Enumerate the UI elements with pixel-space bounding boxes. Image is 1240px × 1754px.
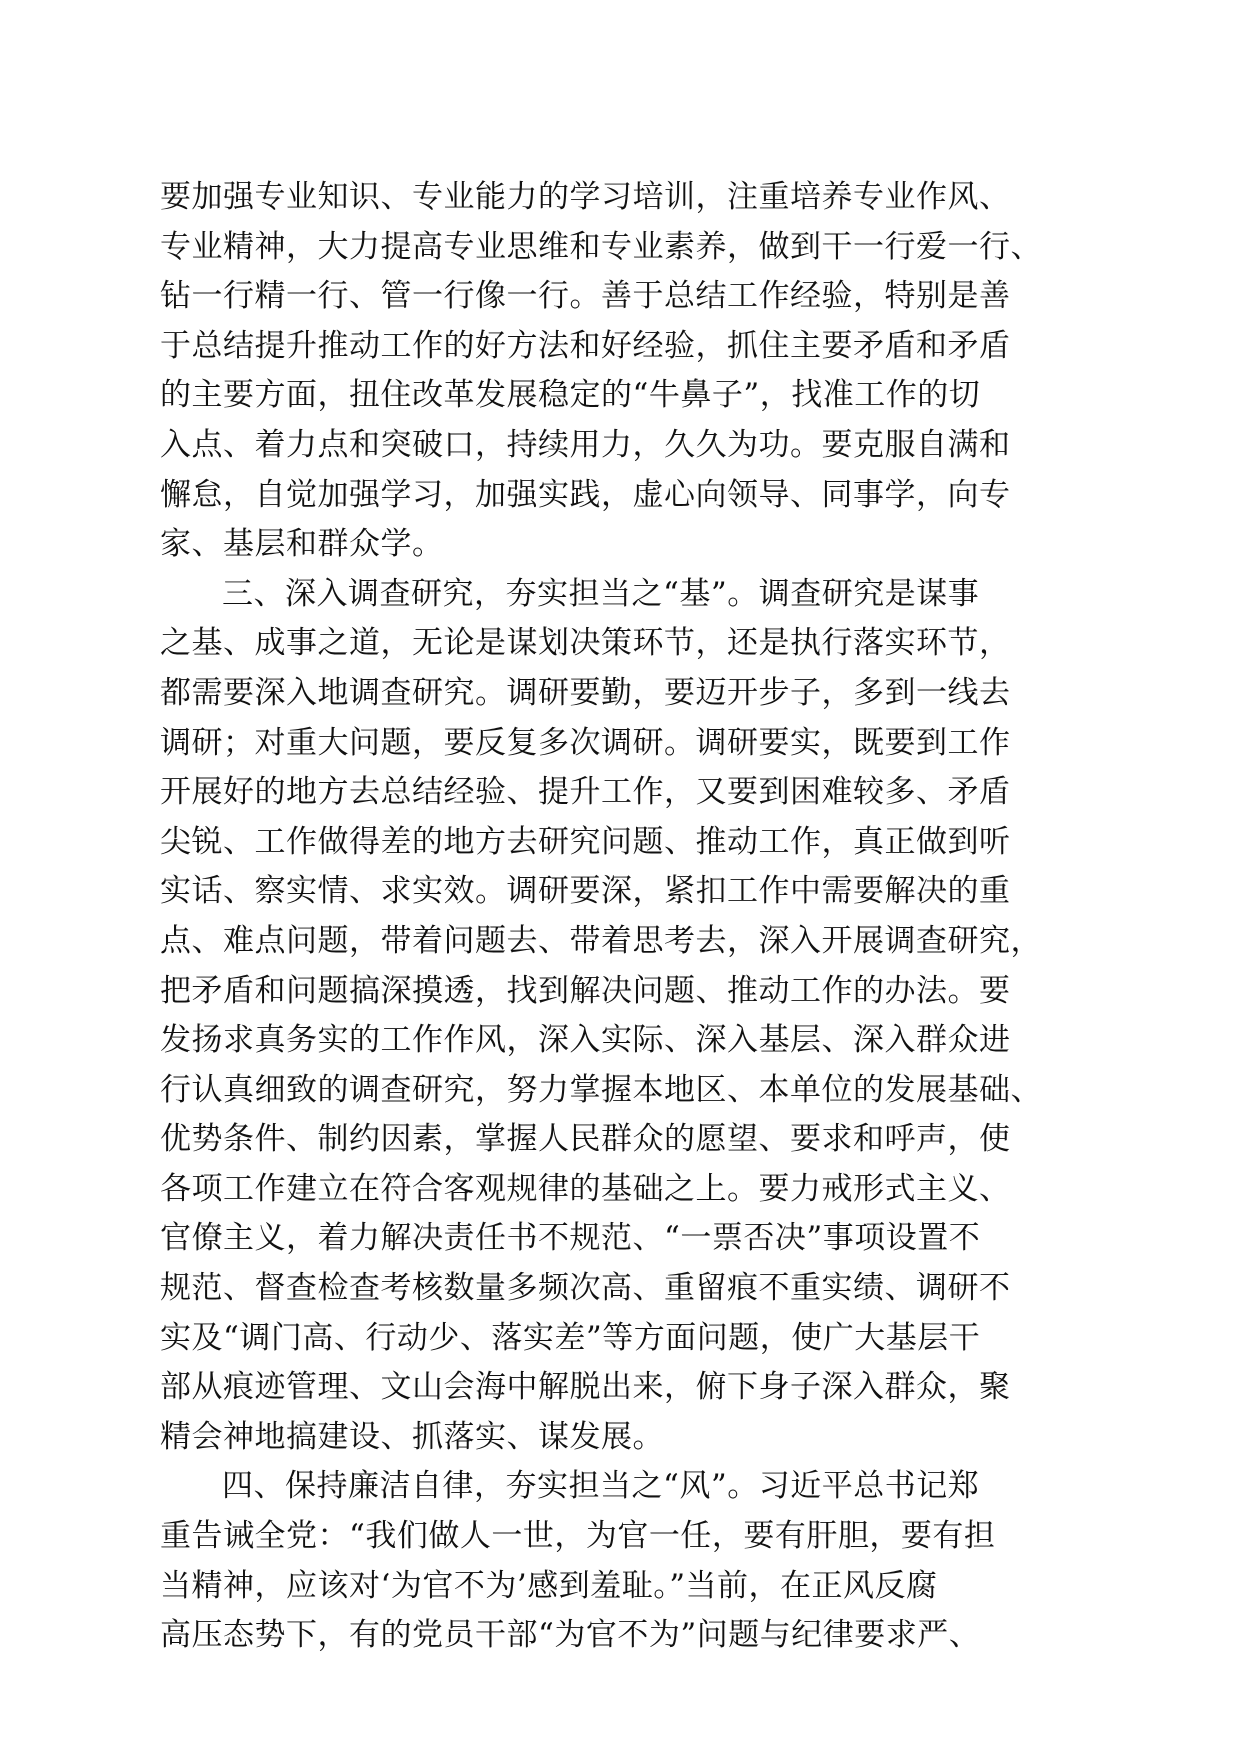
- text-line: 当精神，应该对‘为官不为’感到羞耻。”当前，在正风反腐: [160, 1567, 938, 1604]
- text-line: 钻一行精一行、管一行像一行。善于总结工作经验，特别是善: [160, 278, 1011, 315]
- text-line: 优势条件、制约因素，掌握人民群众的愿望、要求和呼声，使: [160, 1121, 1011, 1158]
- text-line: 入点、着力点和突破口，持续用力，久久为功。要克服自满和: [160, 426, 1011, 463]
- text-line: 专业精神，大力提高专业思维和专业素养，做到干一行爱一行、: [160, 228, 1042, 265]
- text-line: 规范、督查检查考核数量多频次高、重留痕不重实绩、调研不: [160, 1270, 1011, 1307]
- text-line: 实及“调门高、行动少、落实差”等方面问题，使广大基层干: [160, 1319, 981, 1356]
- text-line: 都需要深入地调查研究。调研要勤，要迈开步子，多到一线去: [160, 674, 1011, 711]
- text-line: 于总结提升推动工作的好方法和好经验，抓住主要矛盾和矛盾: [160, 327, 1011, 364]
- text-line: 精会神地搞建设、抓落实、谋发展。: [160, 1418, 664, 1455]
- text-line: 家、基层和群众学。: [160, 526, 444, 563]
- text-line: 的主要方面，扭住改革发展稳定的“牛鼻子”，找准工作的切: [160, 377, 981, 414]
- section-heading-line: 三、深入调查研究，夯实担当之“基”。调查研究是谋事: [222, 575, 980, 612]
- text-line: 懈怠，自觉加强学习，加强实践，虚心向领导、同事学，向专: [160, 476, 1011, 513]
- text-line: 点、难点问题，带着问题去、带着思考去，深入开展调查研究，: [160, 922, 1042, 959]
- text-line: 开展好的地方去总结经验、提升工作，又要到困难较多、矛盾: [160, 774, 1011, 811]
- text-line: 各项工作建立在符合客观规律的基础之上。要力戒形式主义、: [160, 1170, 1011, 1207]
- text-line: 要加强专业知识、专业能力的学习培训，注重培养专业作风、: [160, 179, 1011, 215]
- text-line: 高压态势下，有的党员干部“为官不为”问题与纪律要求严、: [160, 1617, 981, 1654]
- text-line: 部从痕迹管理、文山会海中解脱出来，俯下身子深入群众，聚: [160, 1369, 1011, 1406]
- section-heading-line: 四、保持廉洁自律，夯实担当之“风”。习近平总书记郑: [222, 1468, 980, 1505]
- text-line: 重告诫全党：“我们做人一世，为官一任，要有肝胆，要有担: [160, 1518, 996, 1555]
- text-line: 官僚主义，着力解决责任书不规范、“一票否决”事项设置不: [160, 1220, 981, 1257]
- text-line: 行认真细致的调查研究，努力掌握本地区、本单位的发展基础、: [160, 1071, 1042, 1108]
- text-line: 尖锐、工作做得差的地方去研究问题、推动工作，真正做到听: [160, 823, 1011, 860]
- text-line: 实话、察实情、求实效。调研要深，紧扣工作中需要解决的重: [160, 873, 1011, 910]
- document-body: [160, 173, 1080, 1661]
- text-line: 把矛盾和问题搞深摸透，找到解决问题、推动工作的办法。要: [160, 972, 1011, 1009]
- text-line: 调研；对重大问题，要反复多次调研。调研要实，既要到工作: [160, 724, 1011, 761]
- text-line: 发扬求真务实的工作作风，深入实际、深入基层、深入群众进: [160, 1022, 1011, 1059]
- text-line: 之基、成事之道，无论是谋划决策环节，还是执行落实环节，: [160, 625, 1011, 662]
